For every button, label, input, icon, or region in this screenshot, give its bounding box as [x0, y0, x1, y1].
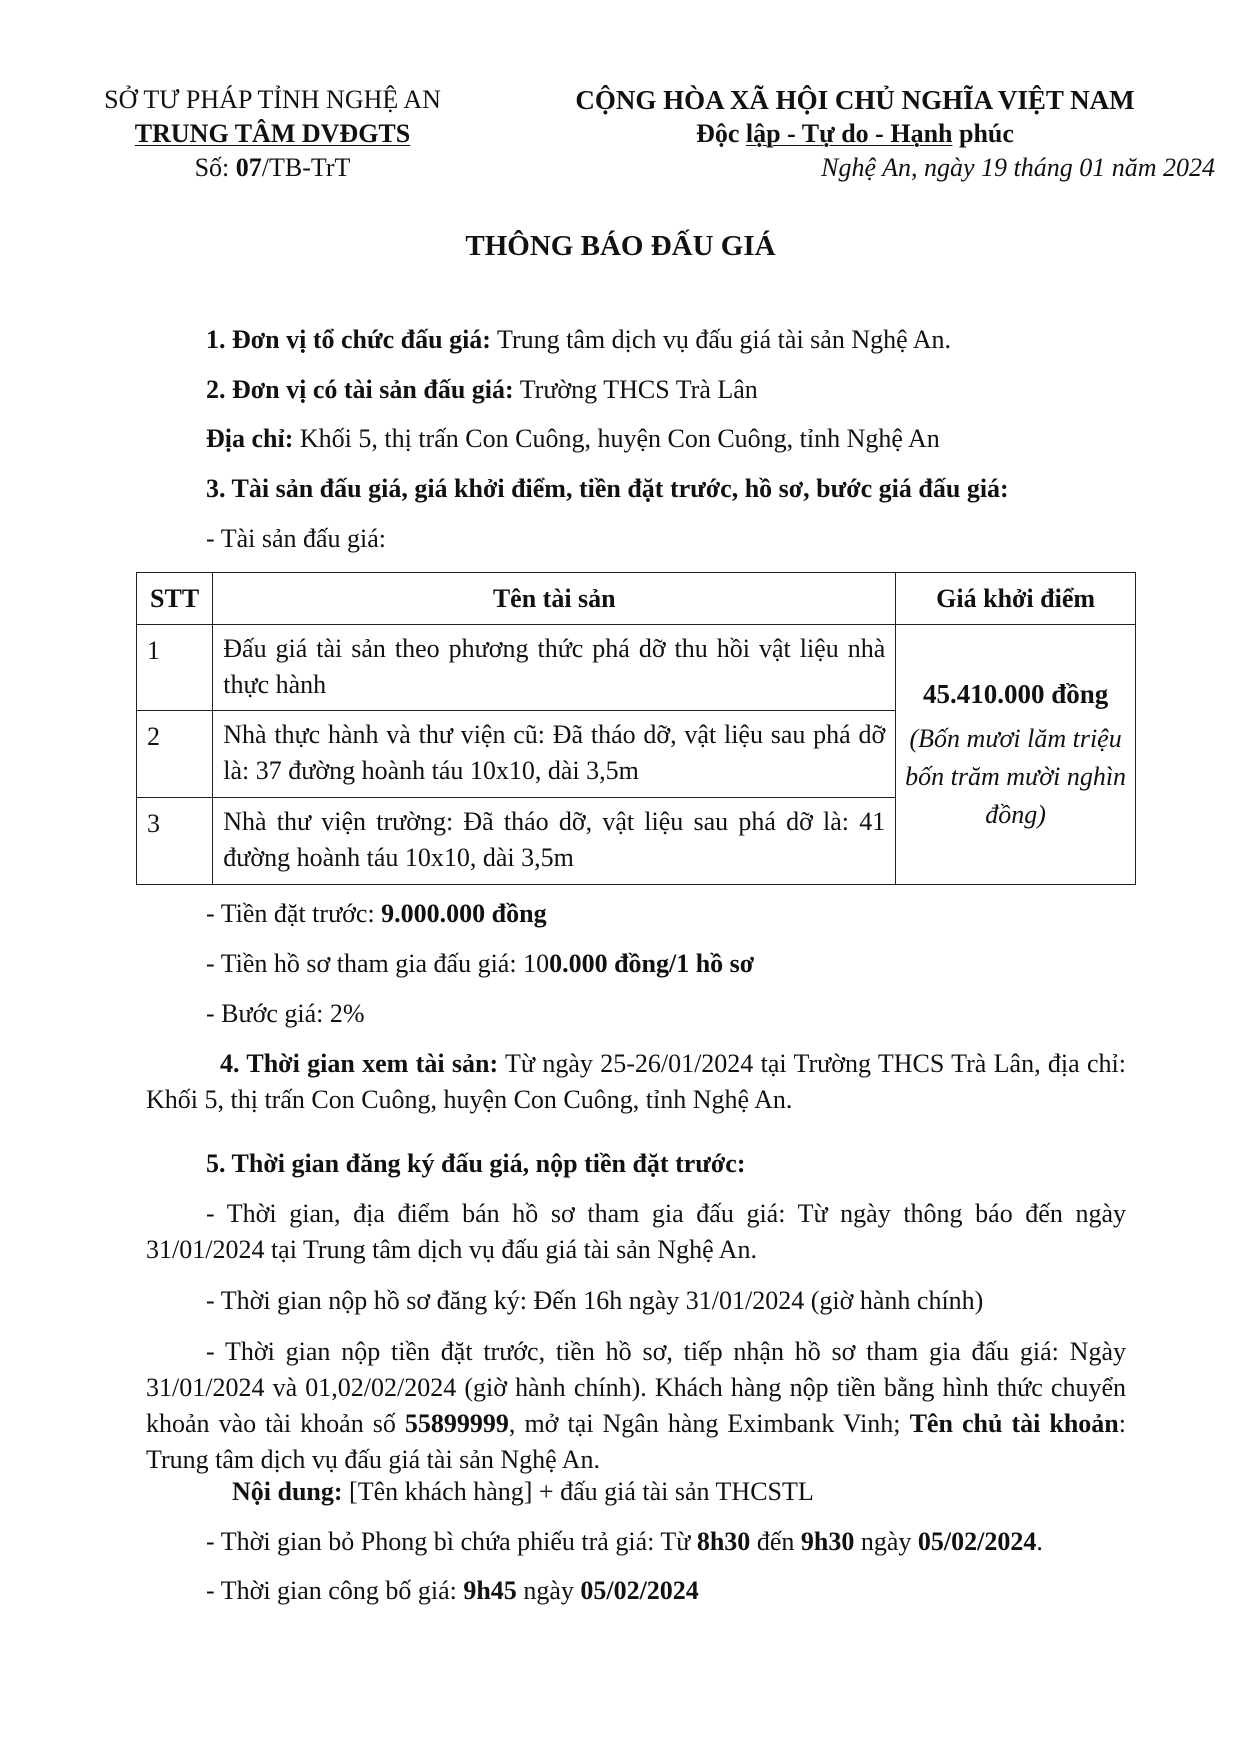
- ballot-text-d: .: [1036, 1527, 1043, 1556]
- bank-account-number: 55899999: [404, 1409, 509, 1438]
- announce-date: 05/02/2024: [580, 1576, 699, 1605]
- table-header-row: [137, 573, 1136, 625]
- doc-number-suffix: /TB-TrT: [261, 153, 351, 182]
- section-4: [146, 1046, 1126, 1118]
- starting-price-words: (Bốn mươi lăm triệu bốn trăm mười nghìn đồng): [905, 723, 1127, 829]
- section-2-value: Trường THCS Trà Lân: [519, 375, 758, 404]
- section-1-label: 1. Đơn vị tổ chức đấu giá:: [206, 325, 491, 354]
- bid-step-line: - Bước giá: 2%: [206, 999, 365, 1028]
- row-number: 3: [137, 798, 213, 885]
- announce-time: 9h45: [463, 1576, 517, 1605]
- para-3-text-b: , mở tại Ngân hàng Eximbank Vinh;: [508, 1409, 910, 1438]
- asset-name: Đấu giá tài sản theo phương thức phá dỡ thu hồi vật liệu nhà thực hành: [213, 625, 896, 711]
- payment-content-label: Nội dung:: [232, 1477, 343, 1506]
- header-starting-price: Giá khởi điểm: [896, 573, 1136, 625]
- asset-name: Nhà thư viện trường: Đã tháo dỡ, vật liệu sau phá dỡ là: 41 đường hoành táu 10x10, dài 3,5m: [213, 798, 896, 885]
- assets-intro: - Tài sản đấu giá:: [206, 524, 387, 553]
- dossier-fee-label: - Tiền hồ sơ tham gia đấu giá: 10: [206, 949, 550, 978]
- dossier-fee-line: [206, 946, 754, 982]
- ballot-text-c: ngày: [854, 1527, 918, 1556]
- price-announcement-line: [206, 1573, 699, 1609]
- motto-part-2: lập - Tự do - Hạnh: [745, 119, 953, 148]
- ballot-date: 05/02/2024: [917, 1527, 1037, 1556]
- section-4-text: Từ ngày 25-26/01/2024 tại Trường THCS Trà Lân, địa chỉ: Khối 5, thị trấn Con Cuông, huyện Con Cuông, tỉnh Nghệ An.: [146, 1049, 1127, 1114]
- address-value: Khối 5, thị trấn Con Cuông, huyện Con Cuông, tỉnh Nghệ An: [299, 424, 940, 453]
- payment-content-value: [Tên khách hàng] + đấu giá tài sản THCSTL: [342, 1477, 814, 1506]
- section-5-para-3: [146, 1334, 1126, 1478]
- agency-name: SỞ TƯ PHÁP TỈNH NGHỆ AN: [104, 85, 441, 114]
- center-name-text: TRUNG TÂM DVĐGTS: [134, 119, 411, 148]
- section-2: [206, 372, 758, 408]
- dossier-fee-value: 0.000 đồng/1 hồ sơ: [549, 949, 755, 978]
- row-number: 2: [137, 711, 213, 798]
- starting-price-cell: [896, 625, 1136, 885]
- doc-number-prefix: Số:: [194, 153, 230, 182]
- section-1-value: Trung tâm dịch vụ đấu giá tài sản Nghệ An.: [497, 325, 951, 354]
- ballot-start-time: 8h30: [696, 1527, 751, 1556]
- row-number: 1: [137, 625, 213, 711]
- asset-name: Nhà thực hành và thư viện cũ: Đã tháo dỡ, vật liệu sau phá dỡ là: 37 đường hoành táu 10x10, dài 3,5m: [213, 711, 896, 798]
- ballot-text-a: - Thời gian bỏ Phong bì chứa phiếu trả giá: Từ: [206, 1527, 697, 1556]
- header-asset-name: Tên tài sản: [213, 573, 896, 625]
- payment-content-line: [232, 1474, 814, 1510]
- page-title: THÔNG BÁO ĐẤU GIÁ: [465, 230, 776, 262]
- address-label: Địa chỉ:: [206, 424, 294, 453]
- address-line: [206, 421, 940, 457]
- para-3-text-a: - Thời gian nộp tiền đặt trước, tiền hồ sơ, tiếp nhận hồ sơ tham gia đấu giá: Ngày 31/01/2024 và 01,02/02/2024 (giờ hành chính). Khách hàng nộp tiền bằng hình thức chuyển khoản vào tài khoản số: [146, 1337, 1126, 1438]
- section-5-heading: 5. Thời gian đăng ký đấu giá, nộp tiền đặt trước:: [206, 1149, 746, 1178]
- section-3-heading: 3. Tài sản đấu giá, giá khởi điểm, tiền đặt trước, hồ sơ, bước giá đấu giá:: [206, 474, 1009, 503]
- document-number: [60, 150, 485, 186]
- ballot-text-b: đến: [750, 1527, 801, 1556]
- section-4-label: 4. Thời gian xem tài sản:: [220, 1049, 499, 1078]
- motto-part-1: Độc: [696, 119, 740, 148]
- issue-date: Nghệ An, ngày 19 tháng 01 năm 2024: [821, 153, 1215, 182]
- doc-number-value: 07: [235, 153, 262, 182]
- deposit-label: - Tiền đặt trước:: [206, 899, 382, 928]
- deposit-value: 9.000.000 đồng: [381, 899, 547, 928]
- para-3-text-c: : Trung tâm dịch vụ đấu giá tài sản Nghệ An.: [146, 1409, 1126, 1474]
- motto-part-3: phúc: [958, 119, 1014, 148]
- assets-table: [136, 572, 1136, 885]
- center-name: [60, 116, 485, 152]
- section-1: [206, 322, 951, 358]
- ballot-end-time: 9h30: [800, 1527, 855, 1556]
- starting-price: 45.410.000 đồng: [922, 678, 1109, 709]
- deposit-line: [206, 896, 547, 932]
- header-stt: STT: [137, 573, 213, 625]
- national-motto: [495, 116, 1215, 152]
- ballot-time-line: [206, 1524, 1043, 1560]
- account-owner-label: Tên chủ tài khoản: [909, 1409, 1119, 1438]
- announce-text-b: ngày: [516, 1576, 581, 1605]
- country-name: CỘNG HÒA XÃ HỘI CHỦ NGHĨA VIỆT NAM: [575, 85, 1135, 115]
- table-row: [137, 625, 1136, 711]
- announce-text-a: - Thời gian công bố giá:: [206, 1576, 464, 1605]
- section-5-para-1: - Thời gian, địa điểm bán hồ sơ tham gia đấu giá: Từ ngày thông báo đến ngày 31/01/2024 tại Trung tâm dịch vụ đấu giá tài sản Nghệ An.: [146, 1199, 1126, 1264]
- section-2-label: 2. Đơn vị có tài sản đấu giá:: [206, 375, 514, 404]
- section-5-para-2: - Thời gian nộp hồ sơ đăng ký: Đến 16h ngày 31/01/2024 (giờ hành chính): [206, 1286, 984, 1315]
